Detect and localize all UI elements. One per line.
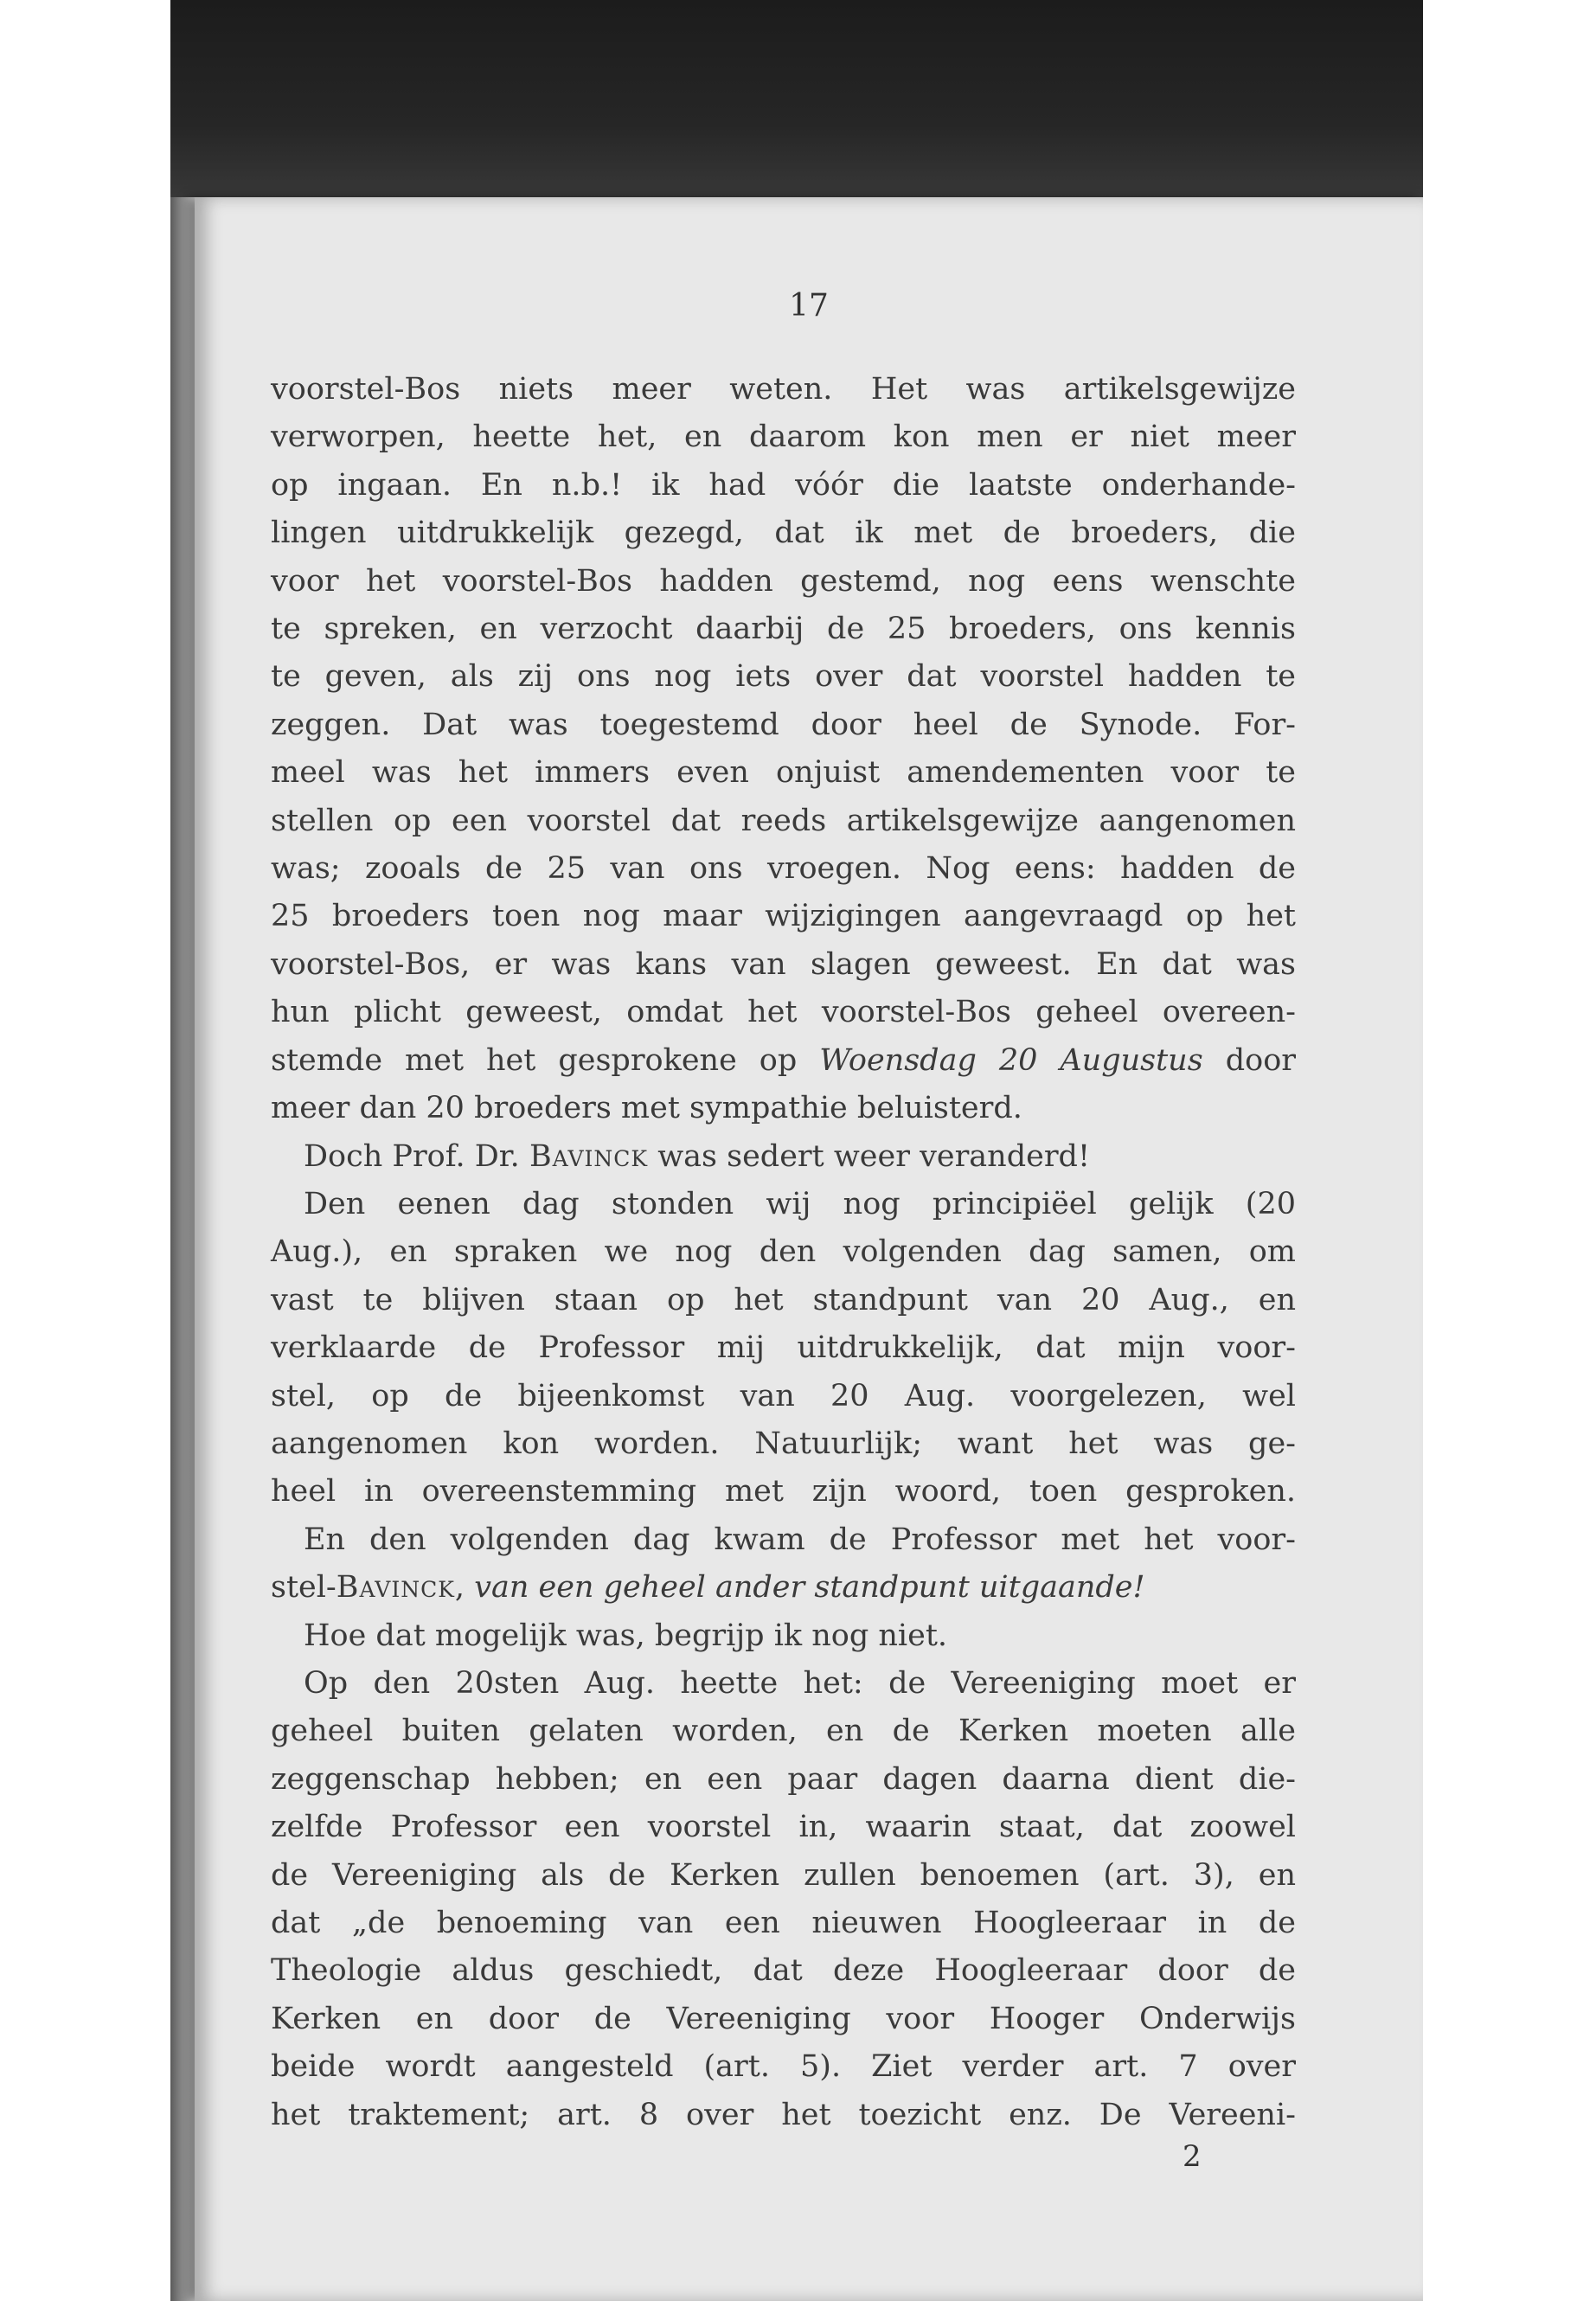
text-line: aangenomen kon worden. Natuurlijk; want het was ge-: [271, 1426, 1296, 1461]
signature-mark: 2: [1183, 2139, 1202, 2174]
page-number: 17: [789, 288, 829, 324]
name-smallcaps: Bavinck: [336, 1570, 455, 1606]
text-line: zeggenschap hebben; en een paar dagen daarna dient die-: [271, 1761, 1296, 1797]
text-line: beide wordt aangesteld (art. 5). Ziet verder art. 7 over: [271, 2049, 1296, 2085]
text-line: verklaarde de Professor mij uitdrukkelijk, dat mijn voor-: [271, 1330, 1296, 1366]
text-line: stellen op een voorstel dat reeds artikelsgewijze aangenomen: [271, 803, 1296, 838]
text-line: En den volgenden dag kwam de Professor met het voor-: [304, 1522, 1296, 1557]
text-line: Theologie aldus geschiedt, dat deze Hoogleeraar door de: [271, 1953, 1296, 1989]
text-line: hun plicht geweest, omdat het voorstel-Bos geheel overeen-: [271, 995, 1296, 1030]
text-line: voor het voorstel-Bos hadden gestemd, nog eens wenschte: [271, 563, 1296, 599]
text-line: 25 broeders toen nog maar wijzigingen aangevraagd op het: [271, 899, 1296, 934]
text-line: meer dan 20 broeders met sympathie beluisterd.: [271, 1091, 1022, 1126]
body-text: [271, 366, 1296, 2139]
text-line: voorstel-Bos niets meer weten. Het was artikelsgewijze: [271, 372, 1296, 407]
text-line: zelfde Professor een voorstel in, waarin staat, dat zoowel: [271, 1810, 1296, 1845]
scanned-book-page: [170, 0, 1423, 2301]
text-line: zeggen. Dat was toegestemd door heel de Synode. For-: [271, 707, 1296, 742]
page-edge: [170, 197, 195, 2301]
text-line: op ingaan. En n.b.! ik had vóór die laatste onderhande-: [271, 467, 1296, 503]
text-segment: stemde met het gesprokene op: [271, 1042, 798, 1078]
text-line: Den eenen dag stonden wij nog principiëel gelijk (20: [304, 1186, 1296, 1221]
italic-date: Woensdag 20 Augustus: [819, 1042, 1203, 1078]
text-line: het traktement; art. 8 over het toezicht enz. De Vereeni-: [271, 2097, 1296, 2132]
text-segment: Doch Prof. Dr.: [304, 1138, 520, 1174]
text-segment: was sedert weer veranderd!: [657, 1138, 1091, 1174]
text-line: heel in overeenstemming met zijn woord, toen gesproken.: [271, 1474, 1296, 1509]
text-line: [271, 1564, 1296, 1612]
text-segment: ,: [454, 1570, 465, 1606]
text-line: [271, 1037, 1296, 1085]
text-line: vast te blijven staan op het standpunt van 20 Aug., en: [271, 1282, 1296, 1317]
text-line: verworpen, heette het, en daarom kon men er niet meer: [271, 420, 1296, 455]
text-line: de Vereeniging als de Kerken zullen benoemen (art. 3), en: [271, 1857, 1296, 1893]
text-segment: stel-: [271, 1570, 337, 1606]
text-segment: door: [1225, 1042, 1296, 1078]
text-line: lingen uitdrukkelijk gezegd, dat ik met de broeders, die: [271, 516, 1296, 551]
text-line: dat „de benoeming van een nieuwen Hoogleeraar in de: [271, 1906, 1296, 1940]
background-shadow: [170, 0, 1423, 208]
text-line: Op den 20sten Aug. heette het: de Vereeniging moet er: [304, 1665, 1296, 1701]
text-line: Kerken en door de Vereeniging voor Hooger Onderwijs: [271, 2001, 1296, 2036]
text-line: Aug.), en spraken we nog den volgenden dag samen, om: [271, 1234, 1296, 1270]
text-line: geheel buiten gelaten worden, en de Kerken moeten alle: [271, 1714, 1296, 1749]
text-line: te geven, als zij ons nog iets over dat voorstel hadden te: [271, 659, 1296, 695]
text-line: voorstel-Bos, er was kans van slagen geweest. En dat was: [271, 946, 1296, 982]
italic-phrase: van een geheel ander standpunt uitgaande!: [474, 1570, 1145, 1606]
text-line: stel, op de bijeenkomst van 20 Aug. voorgelezen, wel: [271, 1378, 1296, 1413]
text-line: meel was het immers even onjuist amendementen voor te: [271, 755, 1296, 791]
text-line: Hoe dat mogelijk was, begrijp ik nog niet.: [304, 1618, 948, 1653]
text-line: was; zooals de 25 van ons vroegen. Nog eens: hadden de: [271, 851, 1296, 887]
text-line: [271, 1133, 1296, 1181]
text-line: te spreken, en verzocht daarbij de 25 broeders, ons kennis: [271, 612, 1296, 647]
name-smallcaps: Bavinck: [529, 1138, 649, 1174]
page-paper: [195, 197, 1423, 2301]
